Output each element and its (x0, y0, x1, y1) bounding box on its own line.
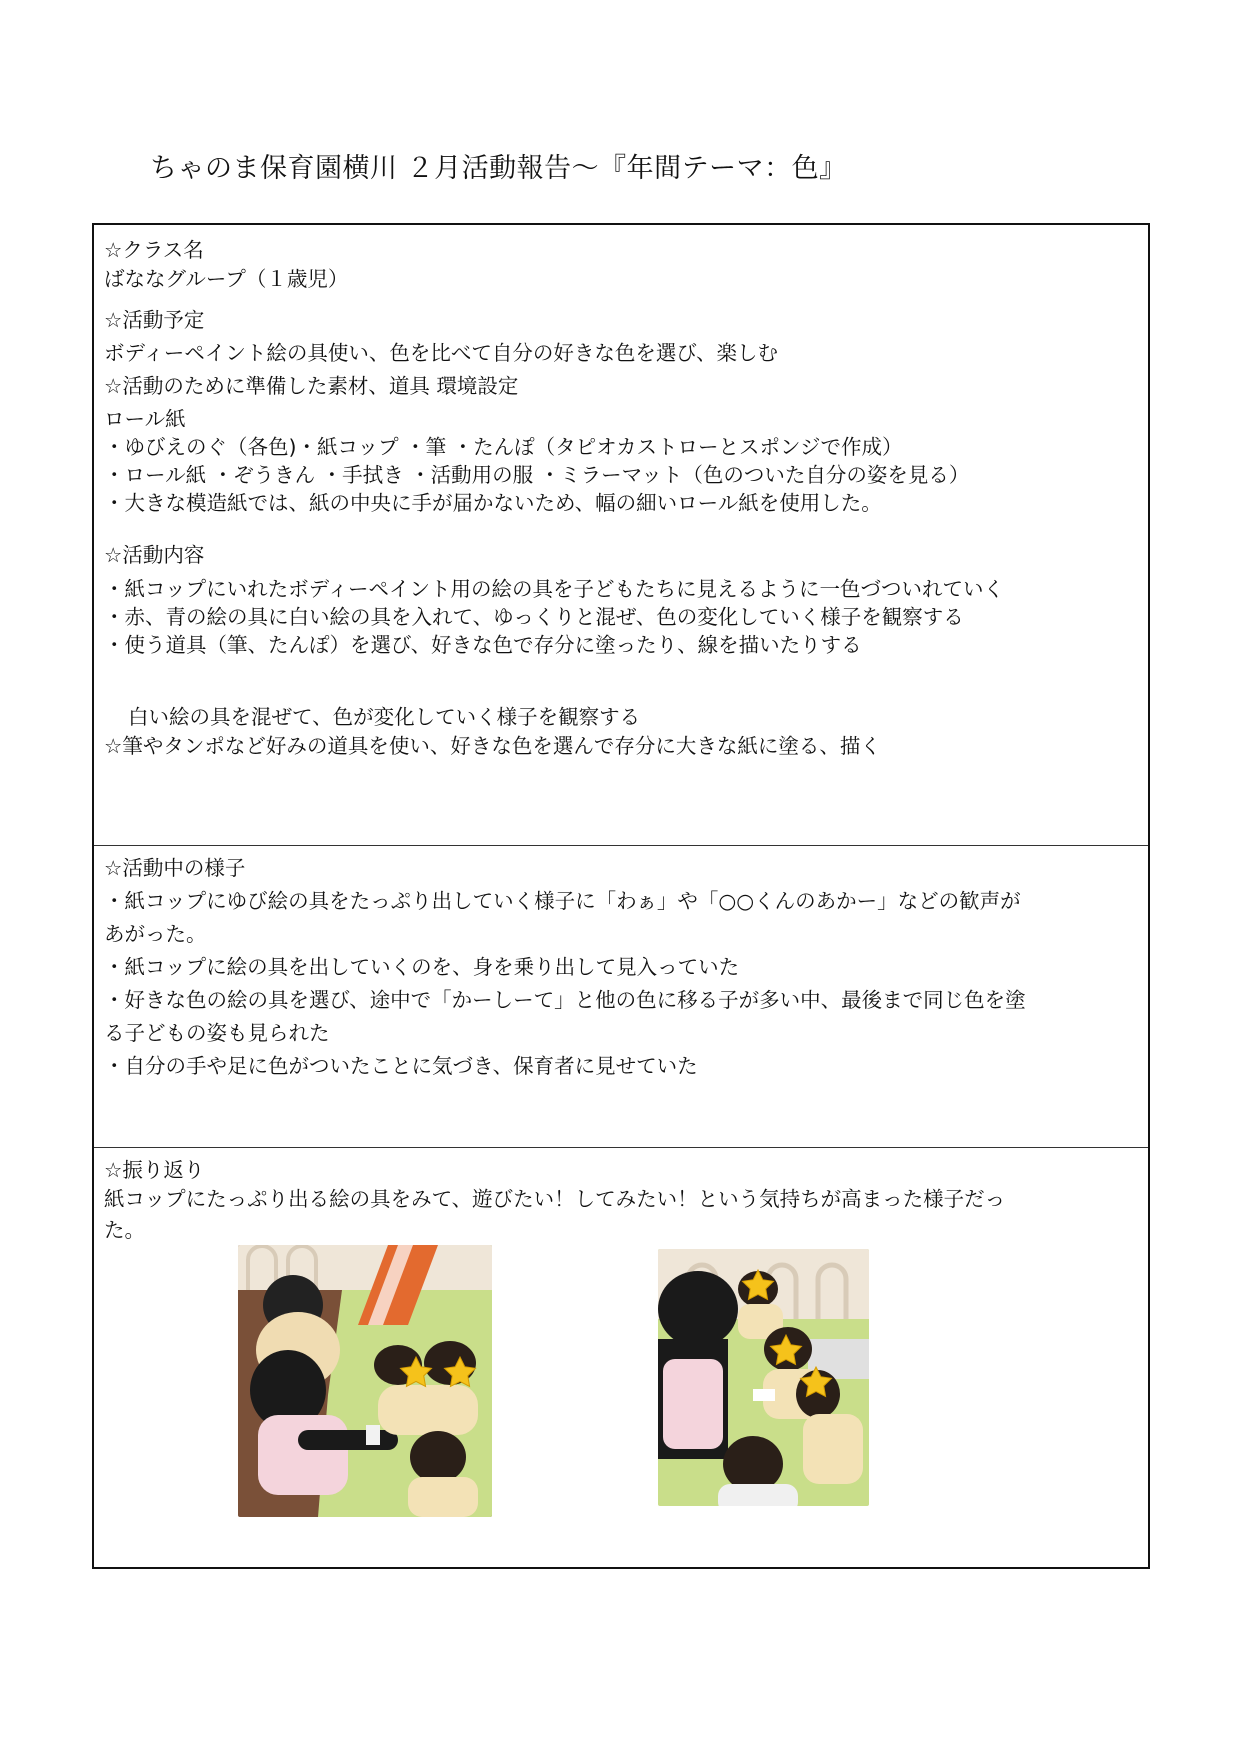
reflection-heading: ☆振り返り (104, 1158, 205, 1182)
activity-photo-1 (238, 1245, 492, 1517)
class-heading: ☆クラス名 (104, 238, 204, 262)
observation-line: ・好きな色の絵の具を選び、途中で「かーしーて」と他の色に移る子が多い中、最後まで同じ色を塗 (104, 988, 1026, 1012)
content-extra-line: 白い絵の具を混ぜて、色が変化していく様子を観察する (128, 705, 641, 729)
materials-line: ・ロール紙 ・ぞうきん ・手拭き ・活動用の服 ・ミラーマット（色のついた自分の姿を見る） (104, 463, 970, 487)
plan-text: ボディーペイント絵の具使い、色を比べて自分の好きな色を選び、楽しむ (104, 341, 779, 365)
observation-cell (94, 845, 1148, 1147)
reflection-line: た。 (104, 1218, 145, 1242)
plan-cell (94, 225, 1148, 845)
content-line: ・使う道具（筆、たんぽ）を選び、好きな色で存分に塗ったり、線を描いたりする (104, 633, 862, 657)
observation-line: る子どもの姿も見られた (104, 1021, 330, 1045)
materials-line: ・ゆびえのぐ（各色)・紙コップ ・筆 ・たんぽ（タピオカストローとスポンジで作成） (104, 435, 903, 459)
report-table (92, 223, 1150, 1569)
observation-line: あがった。 (104, 922, 207, 946)
observation-line: ・紙コップにゆび絵の具をたっぷり出していく様子に「わぁ」や「○○くんのあかー」などの歓声が (104, 889, 1021, 913)
reflection-cell (94, 1147, 1148, 1569)
materials-heading: ☆活動のために準備した素材、道具 環境設定 (104, 374, 519, 398)
observation-line: ・紙コップに絵の具を出していくのを、身を乗り出して見入っていた (104, 955, 740, 979)
content-extra-line: ☆筆やタンポなど好みの道具を使い、好きな色を選んで存分に大きな紙に塗る、描く (104, 734, 881, 758)
class-name: ばななグループ（１歳児） (104, 267, 349, 291)
reflection-line: 紙コップにたっぷり出る絵の具をみて、遊びたい！してみたい！という気持ちが高まった様子だっ (104, 1187, 1006, 1211)
activity-photo-2 (658, 1249, 869, 1506)
content-line: ・紙コップにいれたボディーペイント用の絵の具を子どもたちに見えるように一色づついれていく (104, 577, 1004, 601)
plan-heading: ☆活動予定 (104, 308, 205, 332)
observation-line: ・自分の手や足に色がついたことに気づき、保育者に見せていた (104, 1054, 698, 1078)
content-heading: ☆活動内容 (104, 543, 205, 567)
materials-line: ロール紙 (104, 407, 186, 431)
document-title: ちゃのま保育園横川 ２月活動報告〜『年間テーマ：色』 (150, 153, 847, 184)
materials-line: ・大きな模造紙では、紙の中央に手が届かないため、幅の細いロール紙を使用した。 (104, 491, 882, 515)
content-line: ・赤、青の絵の具に白い絵の具を入れて、ゆっくりと混ぜ、色の変化していく様子を観察する (104, 605, 964, 629)
observation-heading: ☆活動中の様子 (104, 856, 246, 880)
